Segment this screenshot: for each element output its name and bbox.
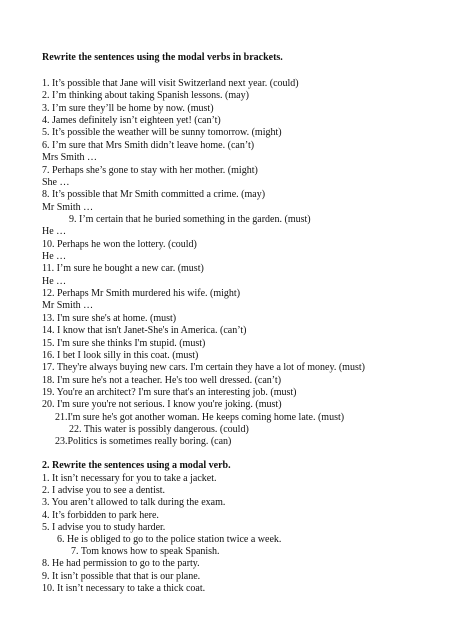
exercise-1-line: 11. I’m sure he bought a new car. (must) <box>42 263 204 275</box>
exercise-1-line: 5. It’s possible the weather will be sunny tomorrow. (might) <box>42 127 282 139</box>
exercise-1-answer-starter: She … <box>42 176 70 188</box>
exercise-2-line: 7. Tom knows how to speak Spanish. <box>71 546 220 558</box>
exercise-1-line: 23.Politics is sometimes really boring. (can) <box>55 436 232 448</box>
exercise-2-list <box>42 473 281 595</box>
exercise-1-line: 7. Perhaps she’s gone to stay with her mother. (might) <box>42 164 258 176</box>
exercise-1-answer-starter: He … <box>42 275 67 287</box>
exercise-1-answer-starter: Mrs Smith … <box>42 152 98 164</box>
exercise-1-answer-starter: Mr Smith … <box>42 300 94 312</box>
exercise-2-line: 5. I advise you to study harder. <box>42 521 166 533</box>
exercise-1-line: 8. It’s possible that Mr Smith committed a crime. (may) <box>42 189 266 201</box>
exercise-1-line: 18. I'm sure he's not a teacher. He's too well dressed. (can’t) <box>42 374 282 386</box>
exercise-1-line: 2. I’m thinking about taking Spanish lessons. (may) <box>42 90 249 102</box>
exercise-1-line: 16. I bet I look silly in this coat. (must) <box>42 349 199 361</box>
exercise-2-line: 9. It isn’t possible that that is our plane. <box>42 570 201 582</box>
exercise-1-line: 13. I'm sure she's at home. (must) <box>42 312 177 324</box>
exercise-1-line: 3. I’m sure they’ll be home by now. (must) <box>42 102 214 114</box>
exercise-1-title: Rewrite the sentences using the modal verbs in brackets. <box>42 52 283 63</box>
exercise-2-line: 4. It’s forbidden to park here. <box>42 509 159 521</box>
exercise-1-line: 19. You're an architect? I'm sure that's an interesting job. (must) <box>42 386 297 398</box>
exercise-1-line: 1. It’s possible that Jane will visit Switzerland next year. (could) <box>42 78 299 89</box>
exercise-1-line: 15. I'm sure she thinks I'm stupid. (must) <box>42 337 206 349</box>
exercise-2-line: 1. It isn’t necessary for you to take a jacket. <box>42 473 217 484</box>
exercise-1-line: 14. I know that isn't Janet-She's in America. (can’t) <box>42 325 247 337</box>
exercise-1-line: 20. I'm sure you're not serious. I know you're joking. (must) <box>42 399 282 411</box>
exercise-1-list <box>42 78 365 449</box>
exercise-1-line: 10. Perhaps he won the lottery. (could) <box>42 238 197 250</box>
exercise-2-line: 2. I advise you to see a dentist. <box>42 485 166 497</box>
exercise-2-line: 10. It isn’t necessary to take a thick coat. <box>42 582 206 594</box>
exercise-1-answer-starter: He … <box>42 251 67 263</box>
exercise-2-title: 2. Rewrite the sentences using a modal verb. <box>42 460 231 471</box>
exercise-1-line: 6. I’m sure that Mrs Smith didn’t leave home. (can’t) <box>42 139 255 151</box>
exercise-1-line: 17. They're always buying new cars. I'm certain they have a lot of money. (must) <box>42 362 365 374</box>
exercise-1-line: 9. I’m certain that he buried something in the garden. (must) <box>69 213 311 225</box>
exercise-2-line: 6. He is obliged to go to the police station twice a week. <box>57 533 282 545</box>
exercise-1-line: 21.I'm sure he's got another woman. He keeps coming home late. (must) <box>55 411 345 423</box>
exercise-1-line: 12. Perhaps Mr Smith murdered his wife. (might) <box>42 288 241 300</box>
exercise-2-line: 3. You aren’t allowed to talk during the exam. <box>42 497 226 509</box>
exercise-1-answer-starter: Mr Smith … <box>42 201 94 213</box>
exercise-1-answer-starter: He … <box>42 226 67 238</box>
exercise-2-line: 8. He had permission to go to the party. <box>42 558 200 570</box>
exercise-1-line: 4. James definitely isn’t eighteen yet! (can’t) <box>42 115 221 127</box>
exercise-1-line: 22. This water is possibly dangerous. (could) <box>69 424 249 436</box>
